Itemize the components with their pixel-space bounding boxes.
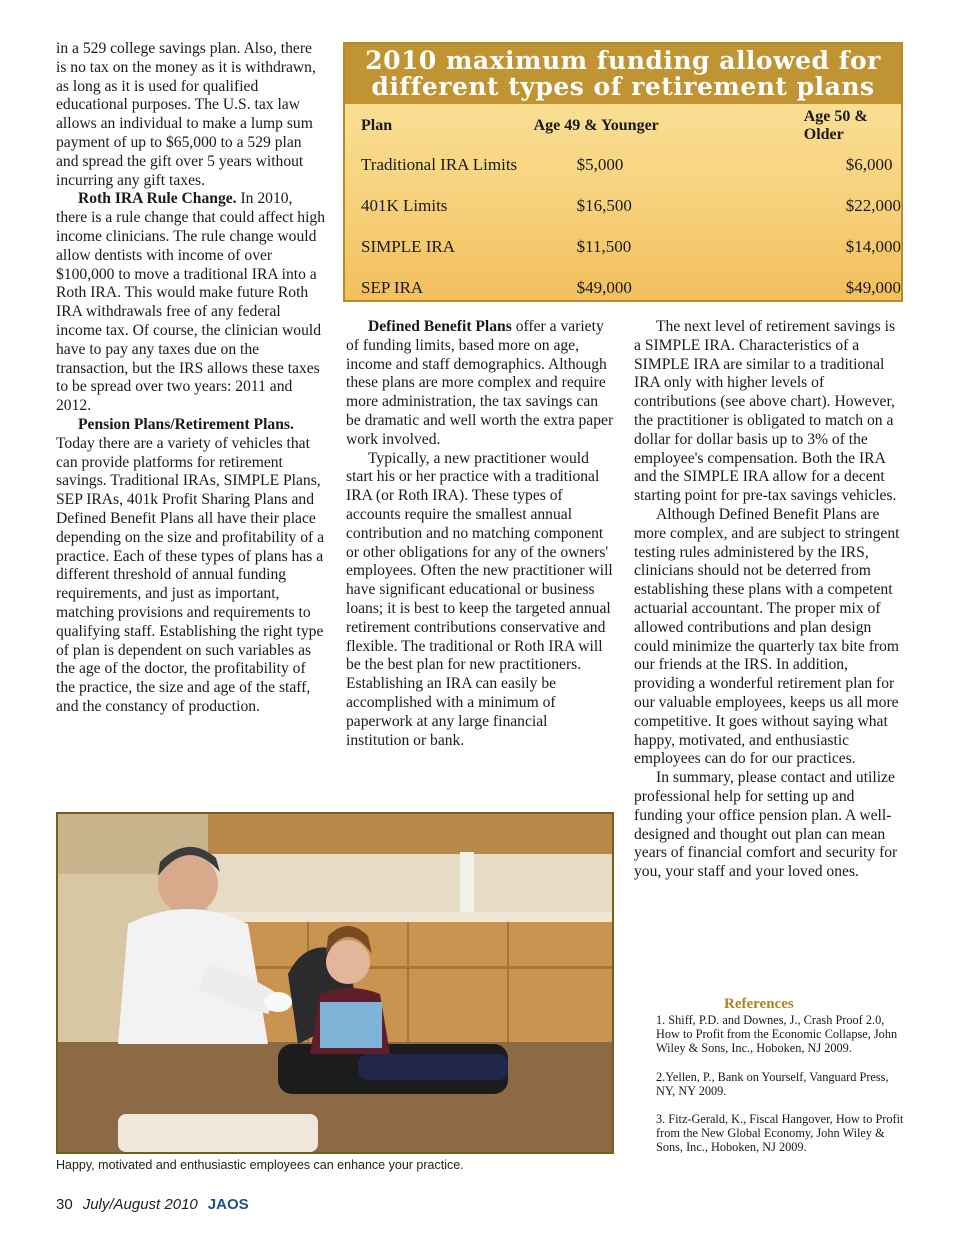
table-row bbox=[345, 144, 901, 185]
limit-younger: $11,500 bbox=[576, 236, 632, 256]
right-paragraph-3: In summary, please contact and utilize professional help for setting up and funding your office pension plan. A well-designed and thought out plan can mean years of financial comfort and security for you, your staff and your loved ones. bbox=[634, 769, 898, 881]
table-title bbox=[345, 44, 901, 104]
limit-older: $22,000 bbox=[845, 195, 901, 215]
right-column bbox=[634, 318, 904, 882]
references-title: References bbox=[724, 996, 794, 1012]
pension-plans-paragraph bbox=[56, 416, 326, 717]
pension-plans-text: Today there are a variety of vehicles that can provide platforms for retirement savings. Traditional IRAs, SIMPLE Plans, SEP IRAs, 401k Profit Sharing Plans and Defined Benefit Plans all have their place depending on the size and profitability of a practice. Each of these types of plans has a different threshold of annual funding requirements, and just as important, matching provisions and requirements to qualifying staff. Establishing the right type of plan is dependent on such variables as the age of the doctor, the profitability of the practice, the size and age of the staff, and the constancy of production. bbox=[56, 434, 325, 715]
limit-older: $14,000 bbox=[845, 236, 901, 256]
roth-ira-text: In 2010, there is a rule change that could affect high income clinicians. The rule change would allow dentists with income of over $100,000 to move a traditional IRA into a Roth IRA. This would make future Roth IRA withdrawals free of any federal income tax. Of course, the clinician would have to pay any taxes due on the transaction, but the IRS allows these taxes to be spread over two years: 2011 and 2012. bbox=[56, 190, 326, 415]
header-plan: Plan bbox=[361, 117, 393, 134]
magazine-name: JAOS bbox=[207, 1196, 249, 1213]
defined-benefit-heading: Defined Benefit Plans bbox=[368, 318, 512, 335]
table-title-line-1: 2010 maximum funding allowed for bbox=[365, 46, 881, 75]
issue-date: July/August 2010 bbox=[82, 1196, 198, 1213]
defined-benefit-text: offer a variety of funding limits, based more on age, income and staff demographics. Although these plans are more complex and require more administration, the tax savings can be dramatic and well worth the extra paper work involved. bbox=[346, 318, 614, 448]
funding-limits-table-box bbox=[343, 42, 903, 302]
roth-ira-paragraph bbox=[56, 190, 326, 416]
limit-younger: $16,500 bbox=[576, 195, 632, 215]
plan-name: SEP IRA bbox=[361, 277, 424, 297]
right-paragraph-2: Although Defined Benefit Plans are more complex, and are subject to stringent testing rules administered by the IRS, clinicians should not be deterred from establishing these plans with a competent actuarial accountant. The proper mix of allowed contributions and plan design could minimize the quarterly tax bite from our friends at the IRS. In addition, providing a wonderful retirement plan for our valuable employees, keeps us all more competitive. It goes without saying what happy, motivated, and enthusiastic employees can do for our practices. bbox=[634, 505, 900, 768]
references-list bbox=[656, 1013, 906, 1169]
table-row bbox=[345, 226, 901, 267]
defined-benefit-paragraph bbox=[346, 318, 614, 450]
limit-older: $49,000 bbox=[845, 277, 901, 297]
header-age-49-younger: Age 49 & Younger bbox=[533, 117, 659, 134]
limit-younger: $49,000 bbox=[576, 277, 632, 297]
middle-column bbox=[346, 318, 614, 750]
page-footer bbox=[56, 1196, 249, 1213]
reference-item: 2.Yellen, P., Bank on Yourself, Vanguard Press, NY, NY 2009. bbox=[656, 1069, 889, 1098]
pension-plans-heading: Pension Plans/Retirement Plans. bbox=[78, 415, 294, 433]
table-row bbox=[345, 185, 901, 226]
middle-paragraph-2: Typically, a new practitioner would start his or her practice with a traditional IRA (or Roth IRA). These types of accounts require the smallest annual contribution and no matching component or other obligations for any of the owners' employees. Often the new practitioner will have significant educational or business loans; it is best to keep the targeted annual retirement contributions conservative and flexible. The traditional or Roth IRA will be the best plan for new practitioners. Establishing an IRA can easily be accomplished with a minimum of paperwork at any large financial institution or bank. bbox=[346, 449, 613, 749]
dental-office-photo bbox=[56, 812, 614, 1154]
left-column bbox=[56, 40, 326, 717]
right-paragraph-1: The next level of retirement savings is a SIMPLE IRA. Characteristics of a SIMPLE IRA are similar to a traditional IRA only with higher levels of contributions (see above chart). However, the practitioner is obligated to match on a dollar for dollar basis up to 3% of the employee's compensation. Both the IRA and the SIMPLE IRA allow for a decent starting point for pre-tax savings vehicles. bbox=[634, 318, 897, 505]
reference-item: 3. Fitz-Gerald, K., Fiscal Hangover, How to Profit from the New Global Economy, John Wiley & Sons, Inc., Hoboken, NJ 2009. bbox=[656, 1112, 904, 1155]
photo-caption: Happy, motivated and enthusiastic employees can enhance your practice. bbox=[56, 1158, 464, 1172]
table-title-line-2: different types of retirement plans bbox=[371, 72, 875, 101]
left-paragraph-1: in a 529 college savings plan. Also, there is no tax on the money as it is withdrawn, as long as it is used for qualified educational purposes. The U.S. tax law allows an individual to make a lump sum payment of up to $65,000 to a 529 plan and spread the gift over 5 years without incurring any gift taxes. bbox=[56, 40, 316, 189]
page-number: 30 bbox=[56, 1196, 73, 1213]
plan-name: 401K Limits bbox=[361, 195, 448, 215]
reference-item: 1. Shiff, P.D. and Downes, J., Crash Proof 2.0, How to Profit from the Economic Collapse, John Wiley & Sons, Inc., Hoboken, NJ 2009. bbox=[656, 1013, 898, 1056]
plan-name: SIMPLE IRA bbox=[361, 236, 455, 256]
plan-name: Traditional IRA Limits bbox=[361, 154, 518, 174]
funding-limits-table bbox=[345, 104, 901, 308]
header-age-50-older: Age 50 & Older bbox=[803, 108, 868, 143]
photo-illustration bbox=[58, 814, 612, 1152]
limit-older: $6,000 bbox=[845, 154, 893, 174]
limit-younger: $5,000 bbox=[576, 154, 624, 174]
roth-ira-heading: Roth IRA Rule Change. bbox=[78, 190, 237, 208]
table-header-row bbox=[345, 104, 901, 144]
table-row bbox=[345, 267, 901, 308]
